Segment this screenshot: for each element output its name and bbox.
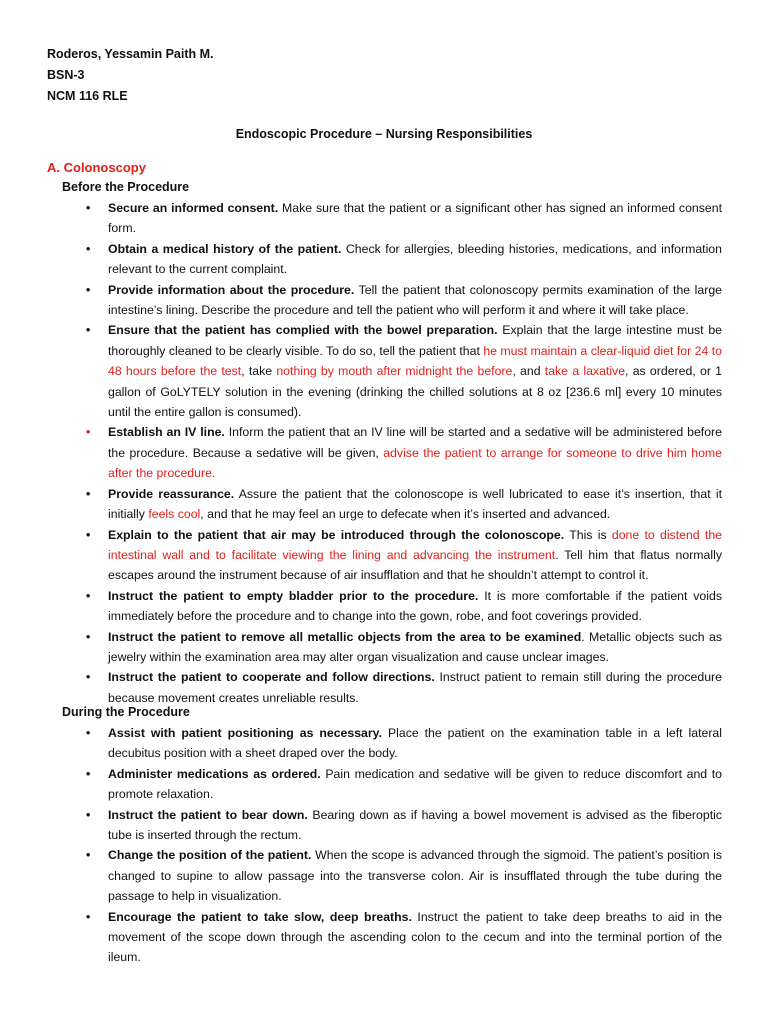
item-lead: Provide reassurance. bbox=[108, 486, 235, 501]
item-text: , and bbox=[512, 364, 545, 379]
list-item bbox=[0, 320, 768, 422]
list-item bbox=[0, 484, 768, 525]
list-item bbox=[0, 280, 768, 321]
item-text: Check for allergies, bleeding histories, medications, and information relevant to the current complaint. bbox=[108, 241, 722, 277]
bullet-icon: • bbox=[86, 486, 91, 501]
section-title: A. Colonoscopy bbox=[47, 160, 146, 175]
item-text: . Tell him that flatus normally escapes around the instrument because of air insufflation and that he shouldn’t attempt to control it. bbox=[108, 547, 722, 583]
item-text: Instruct patient to remain still during the procedure because movement creates unreliable results. bbox=[108, 670, 722, 705]
bullet-icon: • bbox=[86, 588, 91, 603]
item-lead: Assist with patient positioning as necessary. bbox=[108, 726, 383, 740]
student-course: BSN-3 bbox=[47, 68, 85, 82]
item-lead: Instruct the patient to bear down. bbox=[108, 807, 308, 822]
bullet-icon: • bbox=[86, 766, 91, 781]
bullet-icon: • bbox=[86, 282, 91, 297]
bullet-icon: • bbox=[86, 670, 91, 685]
item-text: Make sure that the patient or a significant other has signed an informed consent form. bbox=[108, 201, 722, 236]
item-lead: Instruct the patient to cooperate and follow directions. bbox=[108, 670, 435, 685]
list-item bbox=[0, 586, 768, 627]
highlight-text: done to distend the intestinal wall and to facilitate viewing the lining and advancing the instrument bbox=[108, 527, 722, 562]
highlight-text: he must maintain a clear-liquid diet for 24 to 48 hours before the test bbox=[108, 343, 723, 379]
highlight-text: nothing by mouth after midnight the before bbox=[276, 364, 513, 379]
item-text: When the scope is advanced through the sigmoid. The patient’s position is changed to supine to allow passage into the transverse colon. Air is insufflated through the tube during the passage to help in visualization. bbox=[108, 848, 723, 904]
item-text: , and that he may feel an urge to defecate when it’s inserted and advanced. bbox=[200, 507, 611, 522]
bullet-icon: • bbox=[86, 241, 91, 256]
list-item bbox=[0, 239, 768, 280]
item-lead: Secure an informed consent. bbox=[108, 201, 279, 215]
list-item bbox=[0, 845, 768, 906]
item-text: Bearing down as if having a bowel movement is advised as the fiberoptic tube is inserted through the rectum. bbox=[108, 807, 722, 843]
bullet-icon: • bbox=[86, 807, 91, 822]
list-item bbox=[0, 198, 768, 239]
highlight-text: advise the patient to arrange for someone to drive him home after the procedure. bbox=[108, 445, 722, 481]
list-item bbox=[0, 723, 768, 764]
before-heading: Before the Procedure bbox=[62, 180, 190, 194]
before-list bbox=[0, 198, 768, 708]
bullet-icon: • bbox=[86, 425, 91, 440]
during-list bbox=[0, 723, 768, 968]
item-lead: Ensure that the patient has complied with the bowel preparation. bbox=[108, 323, 498, 338]
list-item bbox=[0, 764, 768, 805]
list-item bbox=[0, 525, 768, 586]
during-heading: During the Procedure bbox=[62, 705, 190, 719]
item-text: . Metallic objects such as jewelry within the examination area may alter organ visualization and cause unclear images. bbox=[108, 629, 722, 664]
item-text: Assure the patient that the colonoscope is well lubricated to ease it’s insertion, that it initially bbox=[108, 486, 722, 522]
item-lead: Provide information about the procedure. bbox=[108, 282, 355, 297]
bullet-icon: • bbox=[86, 527, 91, 542]
bullet-icon: • bbox=[86, 726, 91, 740]
list-item bbox=[0, 805, 768, 846]
item-lead: Change the position of the patient. bbox=[108, 848, 312, 863]
item-text: Pain medication and sedative will be given to reduce discomfort and to promote relaxation. bbox=[108, 766, 723, 802]
item-text: Place the patient on the examination table in a left lateral decubitus position with a sheet draped over the body. bbox=[108, 726, 723, 761]
document-title: Endoscopic Procedure – Nursing Responsibilities bbox=[235, 127, 533, 141]
bullet-icon: • bbox=[86, 323, 91, 338]
item-text: Instruct the patient to take deep breaths to aid in the movement of the scope down through the ascending colon to the cecum and into the terminal portion of the ileum. bbox=[108, 909, 723, 965]
item-text: Tell the patient that colonoscopy permits examination of the large intestine’s lining. Describe the procedure and tell the patient who will perform it and where it will take place. bbox=[108, 282, 722, 318]
bullet-icon: • bbox=[86, 629, 91, 644]
item-lead: Encourage the patient to take slow, deep breaths. bbox=[108, 909, 412, 924]
item-lead: Instruct the patient to remove all metallic objects from the area to be examined bbox=[108, 629, 582, 644]
item-text: Explain that the large intestine must be thoroughly cleaned to be clearly visible. To do so, tell the patient that bbox=[108, 323, 722, 358]
bullet-icon: • bbox=[86, 201, 91, 215]
student-name: Roderos, Yessamin Paith M. bbox=[47, 47, 214, 61]
item-text: Inform the patient that an IV line will be started and a sedative will be administered before the procedure. Because a sedative will be given, bbox=[108, 425, 722, 460]
highlight-text: take a laxative bbox=[544, 364, 626, 379]
list-item bbox=[0, 422, 768, 483]
highlight-text: feels cool bbox=[148, 507, 201, 522]
item-text: , as ordered, or 1 gallon of GoLYTELY solution in the evening (drinking the chilled solutions at 8 oz [236.6 ml] every 10 minutes until the entire gallon is consumed). bbox=[108, 364, 722, 420]
list-item bbox=[0, 907, 768, 968]
item-lead: Instruct the patient to empty bladder prior to the procedure. bbox=[108, 588, 479, 603]
list-item bbox=[0, 627, 768, 668]
item-lead: Administer medications as ordered. bbox=[108, 766, 321, 781]
bullet-icon: • bbox=[86, 909, 91, 924]
item-lead: Explain to the patient that air may be introduced through the colonoscope. bbox=[108, 527, 565, 542]
item-text: , take bbox=[241, 364, 277, 379]
item-text: This is bbox=[564, 527, 612, 542]
item-text: It is more comfortable if the patient voids immediately before the procedure and to change into the gown, robe, and foot coverings provided. bbox=[108, 588, 722, 624]
item-lead: Establish an IV line. bbox=[108, 425, 225, 440]
bullet-icon: • bbox=[86, 848, 91, 863]
subject-code: NCM 116 RLE bbox=[47, 89, 128, 103]
item-lead: Obtain a medical history of the patient. bbox=[108, 241, 342, 256]
